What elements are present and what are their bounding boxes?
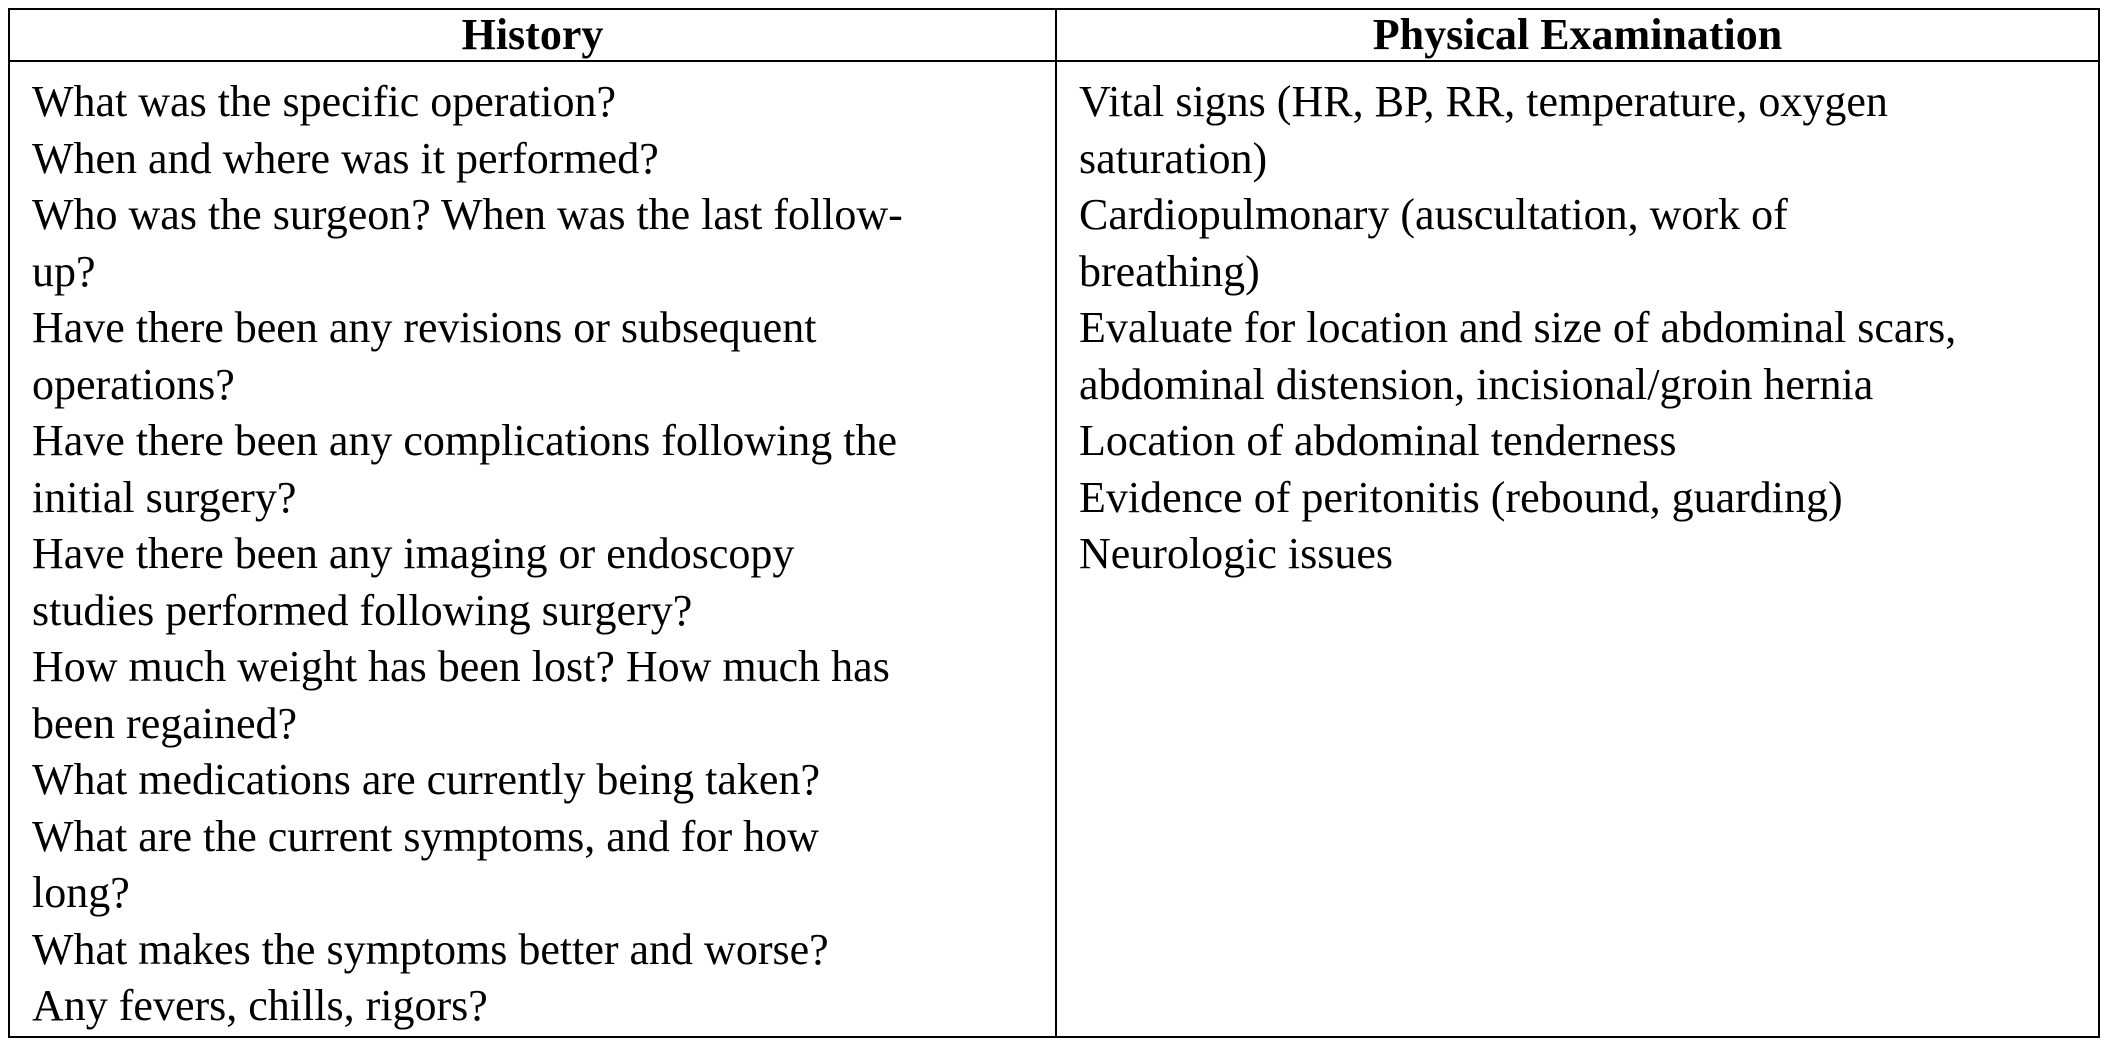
history-line: initial surgery? bbox=[32, 472, 297, 522]
content-row bbox=[9, 61, 2099, 1037]
history-line: been regained? bbox=[32, 698, 298, 748]
history-line: Have there been any complications following the bbox=[32, 416, 898, 465]
history-line: How much weight has been lost? How much has bbox=[32, 642, 890, 691]
history-cell bbox=[9, 61, 1056, 1037]
history-line: Have there been any revisions or subsequent bbox=[32, 303, 817, 352]
exam-line: breathing) bbox=[1079, 246, 1260, 296]
history-line: What medications are currently being taken? bbox=[32, 755, 820, 804]
exam-line: abdominal distension, incisional/groin hernia bbox=[1079, 359, 1874, 409]
history-line: What are the current symptoms, and for how bbox=[32, 811, 819, 861]
exam-line: Vital signs (HR, BP, RR, temperature, oxygen bbox=[1079, 77, 1888, 126]
exam-line: Neurologic issues bbox=[1079, 529, 1394, 578]
exam-line: saturation) bbox=[1079, 133, 1268, 183]
header-row bbox=[9, 9, 2099, 61]
history-line: Any fevers, chills, rigors? bbox=[32, 981, 488, 1030]
history-line: What makes the symptoms better and worse? bbox=[32, 924, 829, 974]
exam-line: Location of abdominal tenderness bbox=[1079, 416, 1677, 465]
exam-line: Cardiopulmonary (auscultation, work of bbox=[1079, 190, 1788, 239]
history-line: What was the specific operation? bbox=[32, 77, 616, 126]
history-line: operations? bbox=[32, 359, 235, 409]
exam-line: Evidence of peritonitis (rebound, guarding) bbox=[1079, 472, 1843, 522]
history-line: When and where was it performed? bbox=[32, 133, 659, 183]
history-line: studies performed following surgery? bbox=[32, 585, 693, 635]
history-line: long? bbox=[32, 868, 130, 917]
physical-examination-cell bbox=[1056, 61, 2099, 1037]
history-line: up? bbox=[32, 246, 96, 296]
history-line: Have there been any imaging or endoscopy bbox=[32, 529, 795, 578]
exam-line: Evaluate for location and size of abdominal scars, bbox=[1079, 303, 1957, 352]
history-header: History bbox=[9, 9, 1056, 61]
history-exam-table bbox=[8, 8, 2100, 1038]
history-line: Who was the surgeon? When was the last follow- bbox=[32, 190, 903, 239]
physical-examination-header: Physical Examination bbox=[1056, 9, 2099, 61]
